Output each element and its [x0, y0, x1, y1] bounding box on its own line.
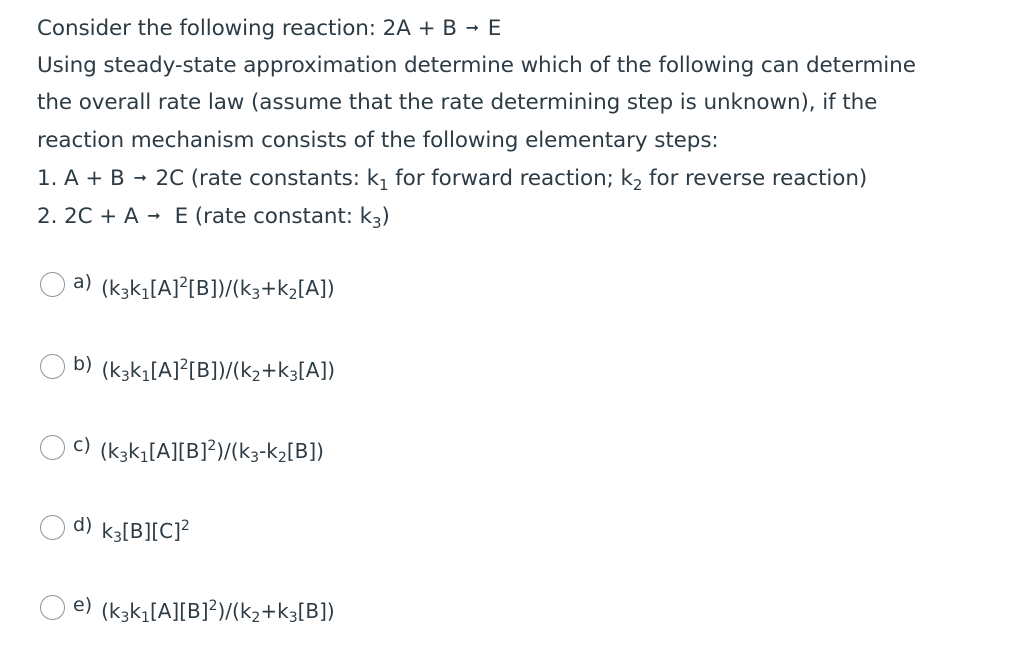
- answer-option-a[interactable]: [40, 268, 335, 304]
- option-formula: $(k_3k_1[A][B]^2)/(k_2+k_3[B])$: [101, 598, 335, 626]
- right-arrow-icon: ➞: [465, 18, 479, 37]
- step1-products: 2C (rate constants: k: [155, 166, 379, 191]
- intro-line-2: the overall rate law (assume that the rate determining step is unknown), if the: [37, 90, 878, 115]
- step1-reactants: 1. A + B: [37, 166, 125, 191]
- question-text: [37, 9, 997, 234]
- step2-reactants: 2. 2C + A: [37, 203, 139, 229]
- answer-option-d[interactable]: [40, 511, 190, 547]
- reaction-line: [37, 9, 997, 47]
- radio-unchecked-icon[interactable]: [40, 272, 65, 297]
- step1-reverse-note: for reverse reaction): [642, 166, 868, 191]
- step2-close: ): [381, 203, 390, 229]
- right-arrow-icon: ➞: [133, 168, 147, 187]
- radio-unchecked-icon[interactable]: [40, 595, 65, 620]
- k2-subscript: 2: [632, 176, 643, 194]
- reaction-product: E: [487, 16, 502, 41]
- option-formula: $(k_3k_1[A]^2[B])/(k_3+k_2[A])$: [101, 275, 335, 303]
- radio-unchecked-icon[interactable]: [40, 515, 65, 540]
- option-formula: $(k_3k_1[A][B]^2)/(k_3-k_2[B])$: [99, 438, 324, 466]
- intro-line-1: Using steady-state approximation determine which of the following can determine: [37, 52, 916, 78]
- radio-unchecked-icon[interactable]: [40, 354, 65, 379]
- answer-option-b[interactable]: [40, 350, 335, 386]
- answer-option-c[interactable]: [40, 431, 324, 467]
- step1-forward-note: for forward reaction; k: [388, 166, 633, 191]
- option-letter: b): [73, 353, 93, 375]
- option-formula: $k_3[B][C]^2$: [101, 518, 190, 546]
- intro-line-3: reaction mechanism consists of the following elementary steps:: [37, 127, 719, 153]
- k1-subscript: 1: [379, 176, 389, 194]
- option-letter: e): [73, 594, 93, 616]
- answer-option-e[interactable]: [40, 591, 335, 627]
- reaction-lead: Consider the following reaction: 2A + B: [37, 16, 457, 41]
- step2-products: E (rate constant: k: [174, 203, 372, 229]
- radio-unchecked-icon[interactable]: [40, 435, 65, 460]
- option-formula: $(k_3k_1[A]^2[B])/(k_2+k_3[A])$: [101, 357, 336, 385]
- k3-subscript: 3: [371, 213, 382, 232]
- mechanism-step-2: [37, 197, 997, 235]
- mechanism-step-1: [37, 159, 997, 197]
- option-letter: a): [73, 271, 93, 293]
- option-letter: c): [73, 434, 91, 456]
- right-arrow-icon: ➞: [147, 205, 161, 225]
- option-letter: d): [73, 514, 93, 536]
